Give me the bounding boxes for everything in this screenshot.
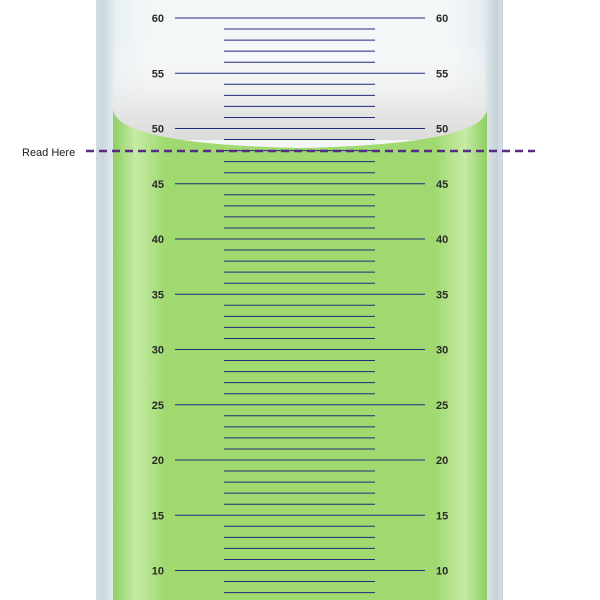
read-here-label: Read Here [22,147,76,159]
scale-label-left: 30 [151,344,164,357]
scale-label-left: 45 [151,178,164,191]
scale-label-right: 55 [436,68,449,81]
scale-label-right: 35 [436,289,449,302]
scale-label-left: 15 [151,510,164,523]
scale-label-left: 55 [151,68,164,81]
air-band [113,40,486,140]
scale-label-left: 40 [151,234,164,246]
scale-label-right: 45 [436,178,449,191]
scale-label-left: 25 [151,399,164,412]
scale-label-left: 20 [151,455,164,467]
scale-label-right: 60 [436,13,449,25]
scale-label-left: 50 [151,123,164,136]
scale-label-right: 25 [436,399,449,412]
scale-label-right: 30 [436,344,449,357]
scale-label-left: 60 [151,13,164,25]
scale-label-right: 15 [436,510,449,523]
scale-label-right: 40 [436,234,449,246]
scale-label-right: 20 [436,455,449,467]
scale-label-left: 35 [151,289,164,302]
scale-label-right: 10 [436,565,449,578]
scale-label-right: 50 [436,123,449,136]
scale-label-left: 10 [151,565,164,578]
